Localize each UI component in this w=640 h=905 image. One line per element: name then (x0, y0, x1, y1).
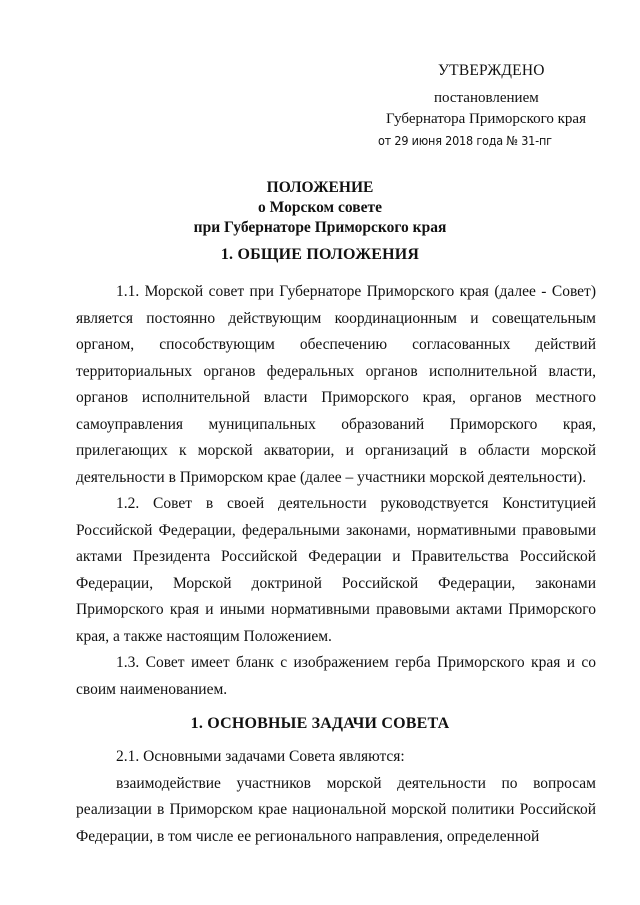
approval-line-1: постановлением (434, 90, 539, 106)
paragraph-1-1: 1.1. Морской совет при Губернаторе Приморского края (далее - Совет) является постоянно действующим координационным и совещательным органом, способствующим обеспечению согласованных действий территориальных органов федеральных органов исполнительной власти, органов исполнительной власти Приморского края, органов местного самоуправления муниципальных образований Приморского края, прилегающих к морской акватории, и организаций в области морской деятельности в Приморском крае (далее – участники морской деятельности). (76, 283, 596, 486)
approval-title: УТВЕРЖДЕНО (438, 62, 545, 79)
document-heading (0, 178, 640, 238)
heading-line-2: о Морском совете (258, 199, 382, 216)
section-1-title: 1. ОБЩИЕ ПОЛОЖЕНИЯ (220, 246, 420, 263)
paragraph-2-2: взаимодействие участников морской деятельности по вопросам реализации в Приморском крае национальной морской политики Российской Федерации, в том числе ее регионального направления, определенной (76, 774, 596, 845)
approval-line-2: Губернатора Приморского края (386, 111, 586, 127)
heading-line-3: при Губернаторе Приморского края (193, 219, 447, 236)
section-2-body (76, 744, 596, 850)
heading-line-1: ПОЛОЖЕНИЕ (266, 179, 374, 196)
approval-line-3: от 29 июня 2018 года № 31-пг (378, 133, 552, 148)
section-2-title: 1. ОСНОВНЫЕ ЗАДАЧИ СОВЕТА (190, 715, 450, 732)
approval-block (378, 60, 618, 151)
paragraph-2-1: 2.1. Основными задачами Совета являются: (116, 748, 405, 765)
section-1-body (76, 279, 596, 703)
paragraph-1-3: 1.3. Совет имеет бланк с изображением герба Приморского края и со своим наименованием. (76, 654, 596, 698)
paragraph-1-2: 1.2. Совет в своей деятельности руководствуется Конституцией Российской Федерации, федеральными законами, нормативными правовыми актами Президента Российской Федерации и Правительства Российской Федерации, Морской доктриной Российской Федерации, законами Приморского края и иными нормативными правовыми актами Приморского края, а также настоящим Положением. (76, 495, 596, 645)
